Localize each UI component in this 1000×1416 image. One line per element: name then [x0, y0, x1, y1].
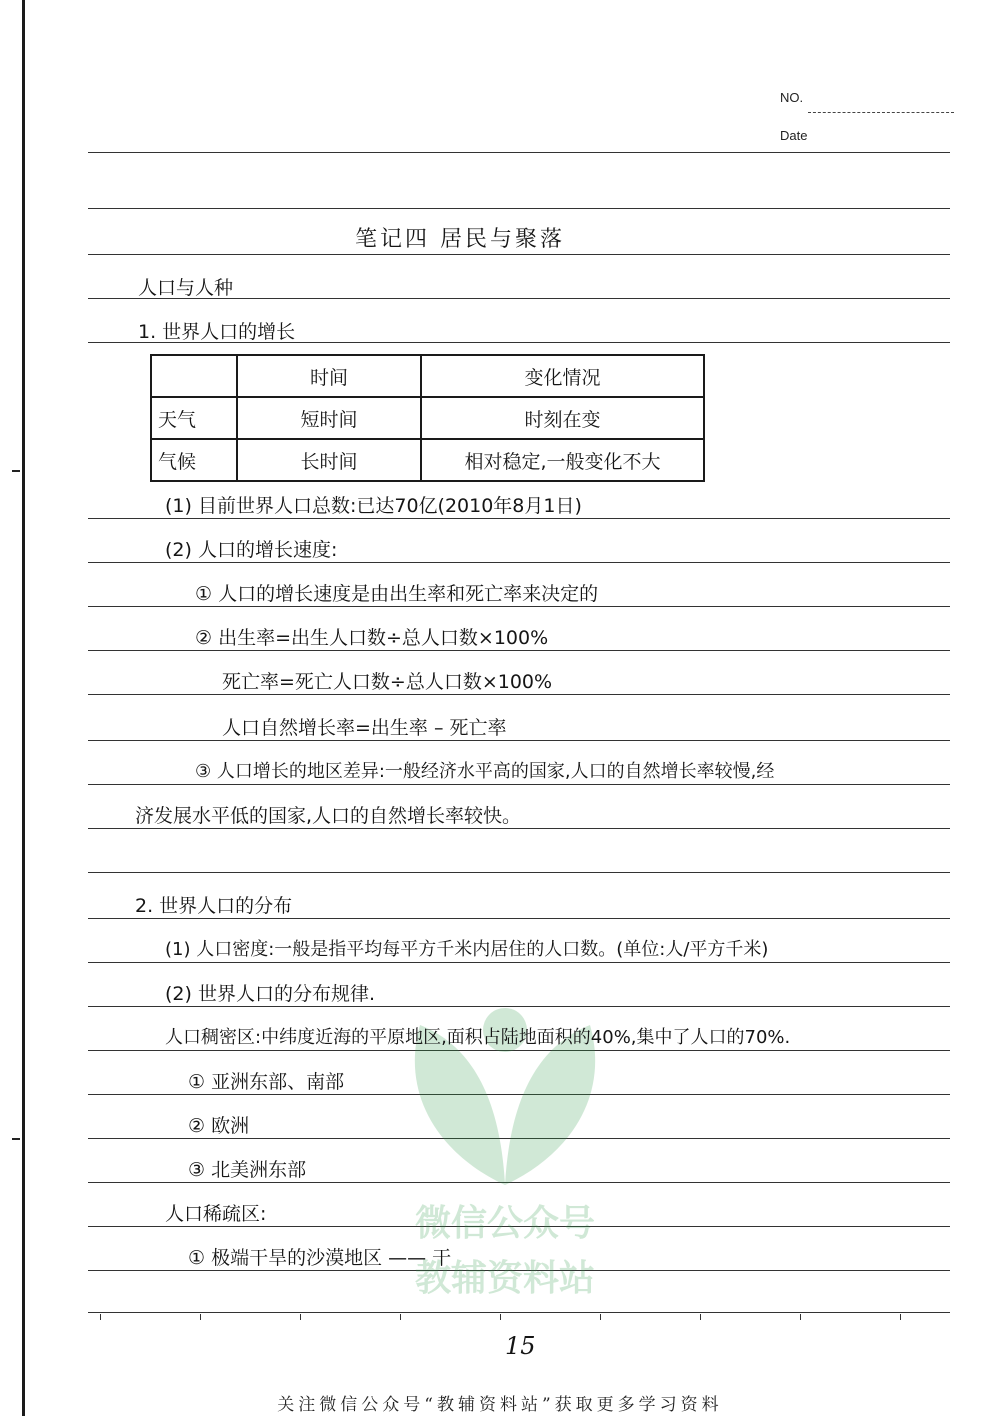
table-header-cell: 时间 — [237, 355, 421, 397]
table-row — [151, 397, 704, 439]
ruled-line — [88, 1312, 950, 1313]
page-title: 笔记四 居民与聚落 — [355, 227, 565, 252]
ruler-tick — [700, 1314, 701, 1320]
margin-tick — [12, 1138, 20, 1140]
margin-tick — [12, 470, 20, 472]
table-header-cell: 变化情况 — [421, 355, 704, 397]
page-number: 15 — [505, 1332, 536, 1360]
ruled-line — [88, 1050, 950, 1051]
section-heading: 人口与人种 — [138, 277, 234, 299]
table-header-row — [151, 355, 704, 397]
table-header-cell — [151, 355, 237, 397]
ruler-tick — [600, 1314, 601, 1320]
note-line: 人口稠密区:中纬度近海的平原地区,面积占陆地面积的40%,集中了人口的70%. — [165, 1027, 791, 1048]
date-label: Date — [780, 128, 808, 143]
note-line: ① 亚洲东部、南部 — [188, 1071, 345, 1093]
ruled-line — [88, 1094, 950, 1095]
ruled-line — [88, 1006, 950, 1007]
ruled-line — [88, 918, 950, 919]
ruled-line — [88, 208, 950, 209]
note-line: 济发展水平低的国家,人口的自然增长率较快。 — [135, 805, 522, 827]
ruler-tick — [800, 1314, 801, 1320]
weather-climate-table — [150, 354, 705, 482]
ruler-tick — [300, 1314, 301, 1320]
ruled-line — [88, 650, 950, 651]
note-line: (2) 人口的增长速度: — [165, 539, 338, 561]
ruler-tick — [100, 1314, 101, 1320]
table-cell: 相对稳定,一般变化不大 — [421, 439, 704, 481]
note-line: 2. 世界人口的分布 — [135, 895, 293, 917]
ruled-line — [88, 694, 950, 695]
note-line: ② 欧洲 — [188, 1115, 250, 1137]
ruled-line — [88, 562, 950, 563]
ruled-line — [88, 872, 950, 873]
ruler-tick — [200, 1314, 201, 1320]
table-cell: 短时间 — [237, 397, 421, 439]
watermark-line-1: 微信公众号 — [414, 1203, 595, 1244]
ruled-line — [88, 606, 950, 607]
note-line: (2) 世界人口的分布规律. — [165, 983, 375, 1005]
note-line: 死亡率=死亡人口数÷总人口数×100% — [222, 671, 553, 693]
ruled-line — [88, 1226, 950, 1227]
ruled-line — [88, 828, 950, 829]
leaf-logo-icon — [380, 985, 630, 1195]
note-line: ① 极端干旱的沙漠地区 —— 干 — [188, 1247, 452, 1269]
ruler-tick — [500, 1314, 501, 1320]
subsection-heading: 1. 世界人口的增长 — [138, 321, 296, 343]
ruled-line — [88, 152, 950, 153]
ruled-line — [88, 1182, 950, 1183]
ruled-line — [88, 1270, 950, 1271]
note-line: ③ 人口增长的地区差异:一般经济水平高的国家,人口的自然增长率较慢,经 — [195, 761, 775, 782]
note-line: ① 人口的增长速度是由出生率和死亡率来决定的 — [195, 583, 599, 605]
note-line: 人口稀疏区: — [165, 1203, 267, 1225]
note-line: (1) 人口密度:一般是指平均每平方千米内居住的人口数。(单位:人/平方千米) — [165, 939, 769, 960]
table-cell: 气候 — [151, 439, 237, 481]
note-line: (1) 目前世界人口总数:已达70亿(2010年8月1日) — [165, 495, 582, 517]
ruled-line — [88, 254, 950, 255]
ruled-line — [88, 518, 950, 519]
table-cell: 长时间 — [237, 439, 421, 481]
table-cell: 天气 — [151, 397, 237, 439]
ruler-tick — [900, 1314, 901, 1320]
note-line: 人口自然增长率=出生率 – 死亡率 — [222, 717, 507, 739]
notebook-margin-line — [22, 0, 25, 1416]
ruler-tick — [400, 1314, 401, 1320]
table-row — [151, 439, 704, 481]
table-cell: 时刻在变 — [421, 397, 704, 439]
footer-note: 关注微信公众号“教辅资料站”获取更多学习资料 — [277, 1395, 723, 1415]
note-line: ② 出生率=出生人口数÷总人口数×100% — [195, 627, 549, 649]
watermark-line-2: 教辅资料站 — [414, 1258, 595, 1299]
ruled-line — [88, 1138, 950, 1139]
ruled-line — [88, 784, 950, 785]
no-label: NO. — [780, 90, 804, 105]
ruled-line — [88, 740, 950, 741]
note-line: ③ 北美洲东部 — [188, 1159, 307, 1181]
ruled-line — [88, 962, 950, 963]
no-field-line — [808, 112, 954, 113]
